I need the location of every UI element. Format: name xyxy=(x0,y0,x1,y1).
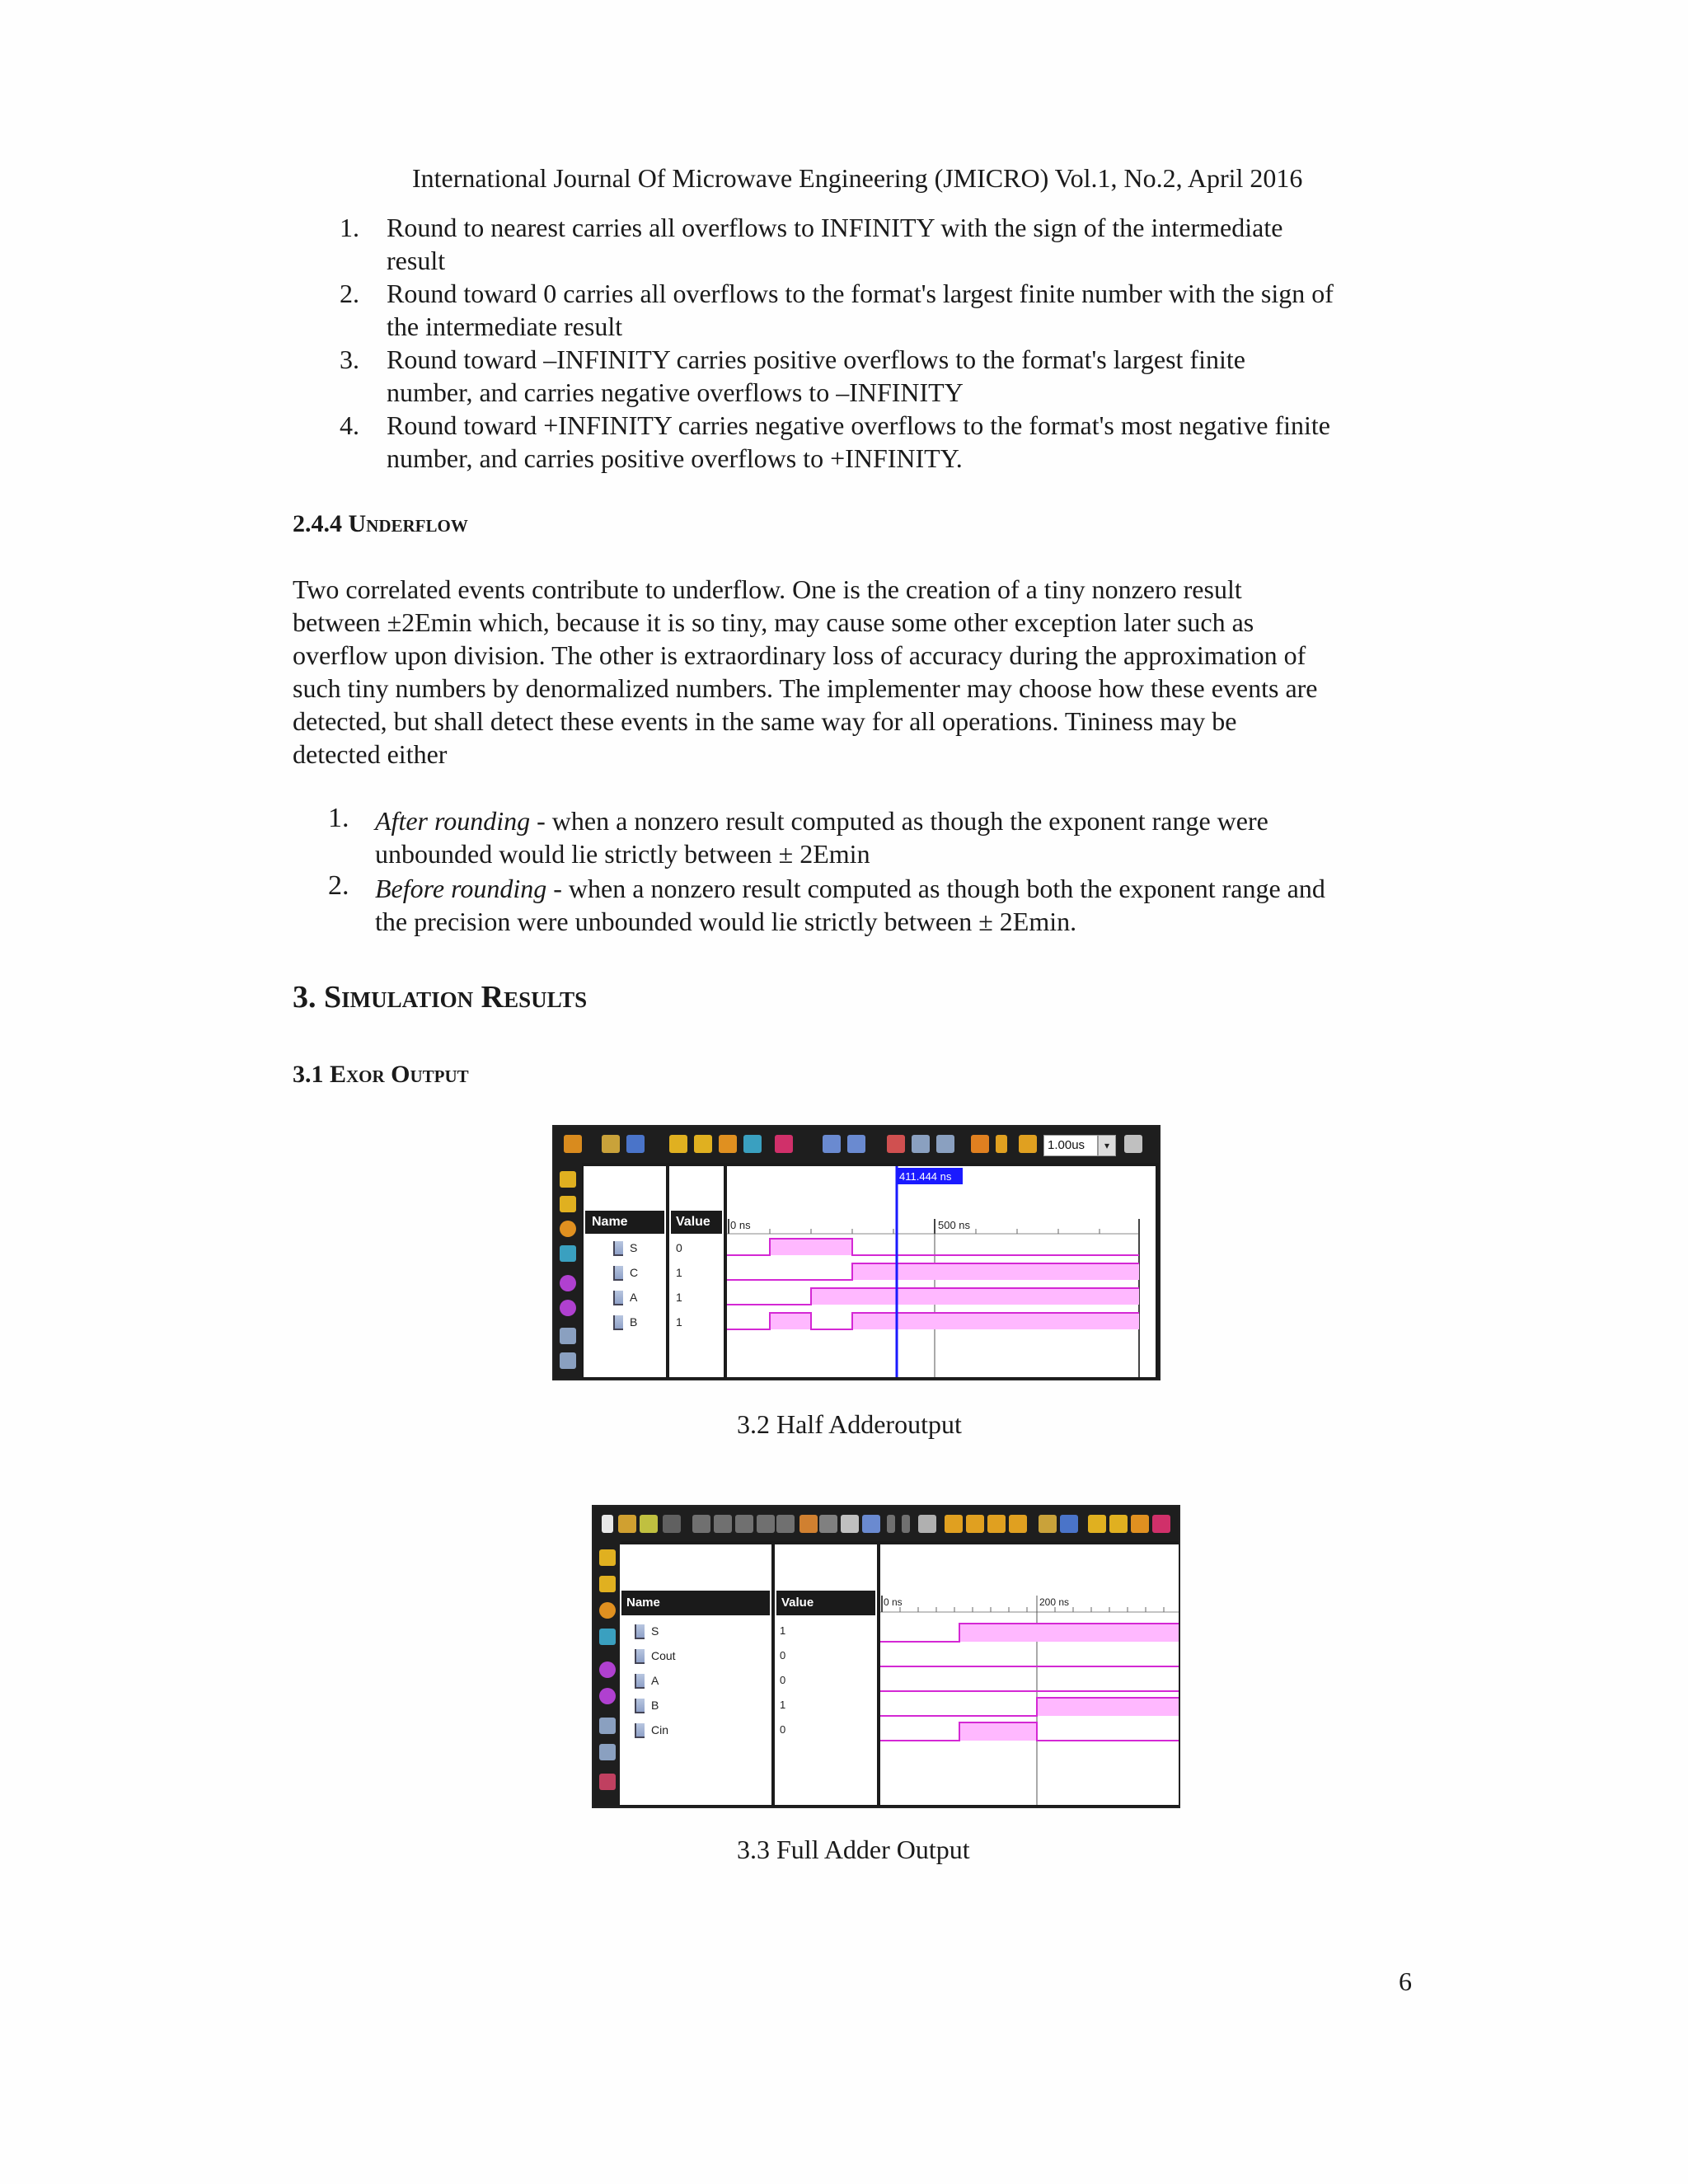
value-header: Value xyxy=(671,1211,722,1234)
open-icon[interactable] xyxy=(618,1515,636,1533)
collapse-icon[interactable] xyxy=(599,1744,616,1760)
waveform-high-fill xyxy=(959,1624,1179,1642)
wrench-icon[interactable] xyxy=(602,1135,620,1153)
layout-3-icon[interactable] xyxy=(987,1515,1006,1533)
zoom-out-icon[interactable] xyxy=(1109,1515,1128,1533)
list-item-line xyxy=(375,872,1414,905)
help-icon[interactable] xyxy=(626,1135,645,1153)
zoom-in-icon[interactable] xyxy=(599,1549,616,1566)
name-column xyxy=(584,1166,666,1377)
marker-icon[interactable] xyxy=(599,1774,616,1790)
run-time-field[interactable]: 1.00us xyxy=(1043,1135,1098,1156)
run-for-icon[interactable] xyxy=(1019,1135,1037,1153)
signal-value: 1 xyxy=(780,1699,786,1711)
paragraph-line: Two correlated events contribute to underflow. One is the creation of a tiny nonzero result xyxy=(293,574,1242,604)
paragraph-line: detected either xyxy=(293,739,448,769)
term-definition: - when a nonzero result computed as though the exponent range were xyxy=(530,806,1268,836)
signal-row[interactable] xyxy=(635,1693,659,1718)
swap-icon[interactable] xyxy=(560,1328,576,1344)
list-item-line: Round to nearest carries all overflows to INFINITY with the sign of the intermediate xyxy=(387,213,1283,242)
toolbar xyxy=(593,1507,1179,1541)
signal-icon xyxy=(635,1624,645,1639)
waveform-high-fill xyxy=(1037,1698,1179,1716)
section-title: Simulation Results xyxy=(324,980,588,1015)
term: Before rounding xyxy=(375,874,547,903)
zoom-cursor-icon[interactable] xyxy=(599,1629,616,1645)
list-number: 3. xyxy=(340,344,359,374)
list-item-line: result xyxy=(387,246,446,275)
zoom-in-icon[interactable] xyxy=(560,1171,576,1188)
signal-row[interactable] xyxy=(635,1643,676,1668)
collapse-icon[interactable] xyxy=(560,1352,576,1369)
signal-row[interactable] xyxy=(635,1668,659,1693)
signal-name: S xyxy=(630,1241,638,1254)
signal-icon xyxy=(613,1315,623,1330)
redo-icon[interactable] xyxy=(936,1135,954,1153)
list-item-line: the precision were unbounded would lie strictly between ± 2Emin. xyxy=(375,907,1077,936)
signal-row[interactable] xyxy=(613,1235,637,1260)
marker-icon[interactable] xyxy=(887,1135,905,1153)
paragraph-line: detected, but shall detect these events in the same way for all operations. Tininess may be xyxy=(293,706,1237,736)
delete-icon[interactable] xyxy=(757,1515,775,1533)
value-column xyxy=(775,1544,877,1805)
list-item-line: Round toward –INFINITY carries positive overflows to the format's largest finite xyxy=(387,344,1245,374)
new-file-icon[interactable] xyxy=(602,1515,613,1533)
window-icon[interactable] xyxy=(564,1135,582,1153)
zoom-in-icon[interactable] xyxy=(669,1135,687,1153)
signal-name: A xyxy=(630,1291,638,1304)
side-toolbar xyxy=(593,1541,621,1807)
signal-name: C xyxy=(630,1266,639,1279)
figure-caption: 3.2 Half Adderoutput xyxy=(737,1409,962,1439)
list-item-line xyxy=(375,804,1414,837)
list-item-line: number, and carries negative overflows to –INFINITY xyxy=(387,377,964,407)
signal-value: 0 xyxy=(676,1241,682,1254)
save-icon[interactable] xyxy=(640,1515,658,1533)
value-header: Value xyxy=(776,1591,875,1615)
waveform-high-fill xyxy=(811,1288,1139,1305)
waveform-high-fill xyxy=(770,1239,852,1255)
signal-icon xyxy=(613,1241,623,1256)
zoom-fit-icon[interactable] xyxy=(599,1602,616,1619)
signal-name: B xyxy=(651,1699,659,1712)
section-number: 3.1 xyxy=(293,1061,324,1088)
toolbar xyxy=(554,1127,1159,1163)
waveform-high-fill xyxy=(959,1722,1037,1741)
layout-icon[interactable] xyxy=(945,1515,963,1533)
list-number: 2. xyxy=(340,279,359,308)
section-heading-3-1 xyxy=(293,1058,469,1091)
term-definition: - when a nonzero result computed as though both the exponent range and xyxy=(546,874,1325,903)
goto-icon[interactable] xyxy=(775,1135,793,1153)
signal-row[interactable] xyxy=(613,1310,637,1334)
zoom-fit-icon[interactable] xyxy=(560,1221,576,1237)
tick-label-0: 0 ns xyxy=(730,1219,751,1231)
goto-icon[interactable] xyxy=(1152,1515,1170,1533)
waveform-window-half-adder xyxy=(552,1125,1160,1380)
signal-name: Cout xyxy=(651,1649,676,1662)
zoom-in-icon[interactable] xyxy=(1088,1515,1106,1533)
waveform-pane[interactable] xyxy=(880,1544,1179,1805)
zoom-cursor-icon[interactable] xyxy=(560,1245,576,1262)
section-heading-2-4-4 xyxy=(293,508,468,541)
list-number: 4. xyxy=(340,410,359,440)
find-replace-icon[interactable] xyxy=(862,1515,880,1533)
list-number: 1. xyxy=(340,213,359,242)
signal-value: 1 xyxy=(676,1266,682,1279)
list-item-line: number, and carries positive overflows to +INFINITY. xyxy=(387,443,963,473)
section-title: Underflow xyxy=(348,510,468,537)
signal-value: 0 xyxy=(780,1674,786,1686)
signal-name: B xyxy=(630,1315,638,1329)
signal-value: 0 xyxy=(780,1649,786,1661)
print-icon[interactable] xyxy=(663,1515,681,1533)
next-edge-icon[interactable] xyxy=(847,1135,865,1153)
waveform-high-fill xyxy=(770,1313,811,1329)
name-header: Name xyxy=(621,1591,770,1615)
name-column xyxy=(620,1544,771,1805)
layout-4-icon[interactable] xyxy=(1009,1515,1027,1533)
zoom-cursor-icon[interactable] xyxy=(743,1135,762,1153)
term: After rounding xyxy=(375,806,531,836)
paragraph-line: such tiny numbers by denormalized numbers. The implementer may choose how these events are xyxy=(293,673,1318,703)
signal-value: 1 xyxy=(780,1624,786,1637)
signal-icon xyxy=(635,1723,645,1738)
bookmark-next-icon[interactable] xyxy=(902,1515,910,1533)
waveform-pane[interactable] xyxy=(727,1166,1156,1377)
list-number: 2. xyxy=(328,870,349,901)
signal-row[interactable] xyxy=(635,1718,668,1742)
section-number: 3. xyxy=(293,980,316,1015)
section-heading-3 xyxy=(293,979,587,1015)
signal-name: S xyxy=(651,1624,659,1638)
signal-name: Cin xyxy=(651,1723,669,1736)
marker-next-icon[interactable] xyxy=(599,1688,616,1704)
paragraph-line: between ±2Emin which, because it is so tiny, may cause some other exception later such as xyxy=(293,607,1254,637)
undo-icon[interactable] xyxy=(799,1515,818,1533)
help-icon[interactable] xyxy=(1060,1515,1078,1533)
list-number: 1. xyxy=(328,803,349,833)
marker-prev-icon[interactable] xyxy=(599,1661,616,1678)
tick-label-500: 500 ns xyxy=(938,1219,971,1231)
signal-value: 0 xyxy=(780,1723,786,1736)
signal-icon xyxy=(635,1674,645,1689)
cut-icon[interactable] xyxy=(692,1515,710,1533)
swap-icon[interactable] xyxy=(599,1718,616,1734)
side-toolbar xyxy=(554,1163,582,1379)
find-icon[interactable] xyxy=(776,1515,795,1533)
signal-value: 1 xyxy=(676,1315,682,1329)
signal-icon xyxy=(613,1266,623,1281)
signal-icon xyxy=(635,1649,645,1664)
zoom-out-icon[interactable] xyxy=(599,1576,616,1592)
signal-value: 1 xyxy=(676,1291,682,1304)
waveform-plot[interactable] xyxy=(727,1166,1156,1377)
waveform-plot[interactable] xyxy=(880,1544,1179,1805)
cursor-label: 411.444 ns xyxy=(899,1170,952,1183)
undo-icon[interactable] xyxy=(912,1135,930,1153)
find-text-icon[interactable] xyxy=(841,1515,859,1533)
zoom-fit-icon[interactable] xyxy=(719,1135,737,1153)
signal-icon xyxy=(635,1699,645,1713)
list-item-line: Round toward 0 carries all overflows to the format's largest finite number with the sign of xyxy=(387,279,1334,308)
list-item-line: the intermediate result xyxy=(387,312,623,341)
marker-prev-icon[interactable] xyxy=(560,1275,576,1291)
signal-icon xyxy=(613,1291,623,1305)
tick-label-0: 0 ns xyxy=(884,1596,903,1608)
list-item-line: Round toward +INFINITY carries negative overflows to the format's most negative finite xyxy=(387,410,1330,440)
signal-name: A xyxy=(651,1674,659,1687)
wrench-icon[interactable] xyxy=(1039,1515,1057,1533)
page-number: 6 xyxy=(1399,1966,1412,1996)
zoom-out-icon[interactable] xyxy=(694,1135,712,1153)
running-header: International Journal Of Microwave Engineering (JMICRO) Vol.1, No.2, April 2016 xyxy=(412,163,1303,193)
list-item-line: unbounded would lie strictly between ± 2Emin xyxy=(375,839,870,869)
layout-2-icon[interactable] xyxy=(966,1515,984,1533)
value-column xyxy=(669,1166,724,1377)
bookmark-icon[interactable] xyxy=(887,1515,895,1533)
marker-next-icon[interactable] xyxy=(560,1300,576,1316)
stop-icon[interactable] xyxy=(1124,1135,1142,1153)
signal-row[interactable] xyxy=(635,1619,659,1643)
tick-label-200: 200 ns xyxy=(1039,1596,1070,1608)
redo-icon[interactable] xyxy=(819,1515,837,1533)
zoom-fit-icon[interactable] xyxy=(1131,1515,1149,1533)
copy-icon[interactable] xyxy=(714,1515,732,1533)
prev-edge-icon[interactable] xyxy=(823,1135,841,1153)
signal-row[interactable] xyxy=(613,1285,637,1310)
run-icon[interactable] xyxy=(996,1135,1007,1153)
restart-icon[interactable] xyxy=(971,1135,989,1153)
waveform-high-fill xyxy=(852,1313,1139,1329)
paragraph-line: overflow upon division. The other is extraordinary loss of accuracy during the approximation of xyxy=(293,640,1306,670)
waveform-window-full-adder xyxy=(592,1505,1180,1808)
section-number: 2.4.4 xyxy=(293,510,342,537)
figure-caption: 3.3 Full Adder Output xyxy=(737,1835,970,1864)
zoom-out-icon[interactable] xyxy=(560,1196,576,1212)
waveform-high-fill xyxy=(852,1263,1139,1280)
paste-icon[interactable] xyxy=(735,1515,753,1533)
name-header: Name xyxy=(585,1211,664,1234)
settings-icon[interactable] xyxy=(918,1515,936,1533)
chevron-down-icon[interactable]: ▾ xyxy=(1098,1135,1116,1156)
section-title: Exor Output xyxy=(330,1061,469,1088)
signal-row[interactable] xyxy=(613,1260,638,1285)
